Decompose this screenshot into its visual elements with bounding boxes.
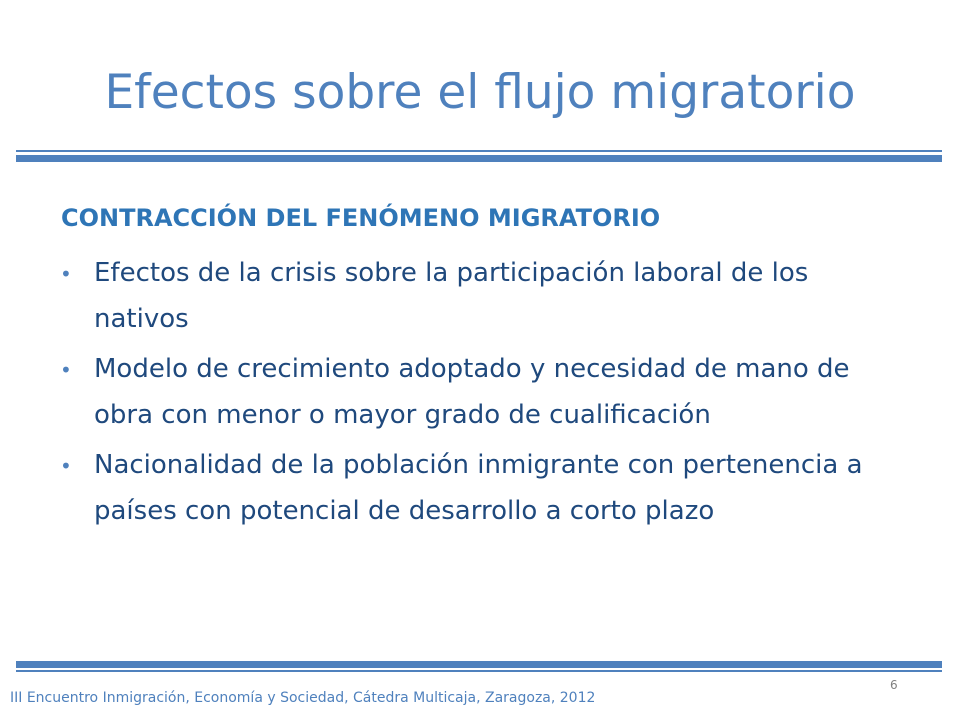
title-rule-thin [16, 150, 942, 152]
bullet-text: Efectos de la crisis sobre la participación laboral de los nativos [94, 258, 809, 334]
bullet-dot: • [60, 262, 72, 286]
bullet-text: Modelo de crecimiento adoptado y necesidad de mano de obra con menor o mayor grado de cualificación [94, 354, 850, 430]
title-rule-thick [16, 155, 942, 162]
section-subheading: CONTRACCIÓN DEL FENÓMENO MIGRATORIO [61, 204, 661, 232]
footer-text: III Encuentro Inmigración, Economía y Sociedad, Cátedra Multicaja, Zaragoza, 2012 [10, 690, 596, 706]
bullet-list [60, 250, 900, 538]
footer-rule-thin [16, 670, 942, 672]
bullet-dot: • [60, 454, 72, 478]
footer-rule-thick [16, 661, 942, 668]
page-number: 6 [890, 678, 898, 692]
bullet-dot: • [60, 358, 72, 382]
bullet-text: Nacionalidad de la población inmigrante con pertenencia a países con potencial de desarrollo a corto plazo [94, 450, 863, 526]
bullet-item [60, 346, 900, 438]
bullet-item [60, 250, 900, 342]
bullet-item [60, 442, 900, 534]
slide-title: Efectos sobre el flujo migratorio [104, 65, 856, 120]
